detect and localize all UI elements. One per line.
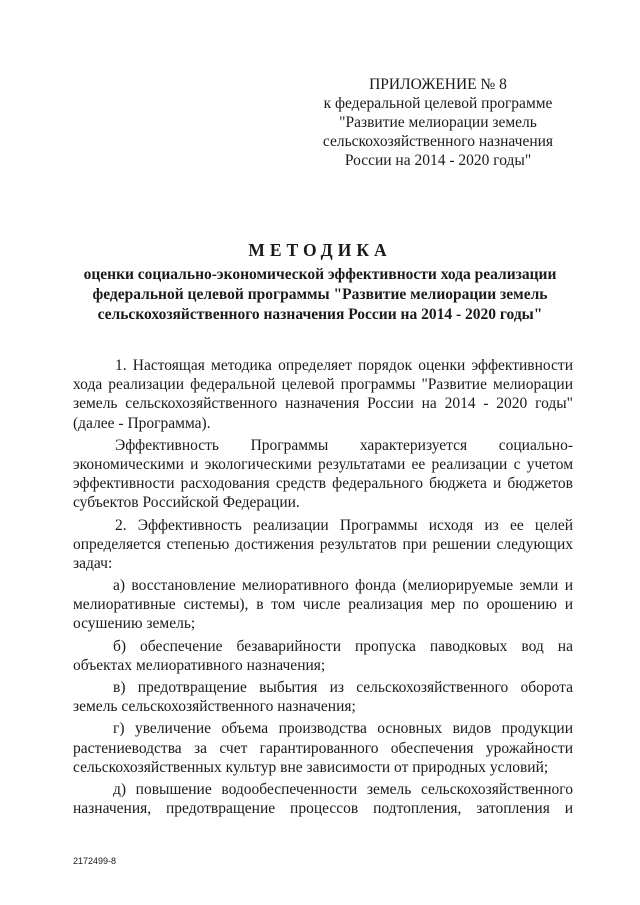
subtitle-line: сельскохозяйственного назначения России на 2014 - 2020 годы" bbox=[97, 306, 543, 323]
list-item-g bbox=[73, 719, 573, 777]
list-item-a bbox=[73, 576, 573, 634]
appendix-line: России на 2014 - 2020 годы" bbox=[344, 152, 532, 169]
list-item-b bbox=[73, 637, 573, 675]
appendix-line: к федеральной целевой программе bbox=[323, 95, 553, 112]
appendix-line: "Развитие мелиорации земель bbox=[339, 114, 537, 131]
text-line: мелиоративные системы), в том числе реализация мер по орошению и bbox=[73, 596, 573, 614]
text-line: д) повышение водообеспеченности земель сельскохозяйственного bbox=[113, 780, 573, 798]
text-line: хода реализации федеральной целевой программы "Развитие мелиорации bbox=[73, 376, 573, 394]
subtitle-line: федеральной целевой программы "Развитие мелиорации земель bbox=[92, 286, 548, 303]
text-line: объектах мелиоративного назначения; bbox=[73, 656, 326, 674]
text-line: задач: bbox=[73, 554, 113, 572]
text-line: земель сельскохозяйственного назначения России на 2014 - 2020 годы" bbox=[73, 395, 573, 413]
text-line: (далее - Программа). bbox=[73, 414, 211, 432]
paragraph-efficiency bbox=[73, 436, 573, 513]
page-footer-code: 2172499-8 bbox=[73, 856, 117, 866]
text-line: 2. Эффективность реализации Программы исходя из ее целей bbox=[115, 516, 573, 534]
text-line: эффективности расходования средств федерального бюджета и бюджетов bbox=[73, 475, 573, 493]
text-line: назначения, предотвращение процессов подтопления, затопления и bbox=[73, 800, 573, 818]
text-line: осушению земель; bbox=[73, 615, 196, 633]
appendix-line: сельскохозяйственного назначения bbox=[322, 133, 554, 150]
text-line: а) восстановление мелиоративного фонда (мелиорируемые земли и bbox=[113, 577, 573, 595]
appendix-header bbox=[268, 75, 608, 170]
subtitle-line: оценки социально-экономической эффективности хода реализации bbox=[83, 266, 557, 283]
document-title: МЕТОДИКА bbox=[248, 240, 392, 260]
text-line: сельскохозяйственных культур вне зависимости от природных условий; bbox=[73, 758, 549, 776]
appendix-line: ПРИЛОЖЕНИЕ № 8 bbox=[369, 76, 507, 93]
document-body bbox=[73, 356, 573, 818]
text-line: растениеводства за счет гарантированного обеспечения урожайности bbox=[73, 739, 573, 757]
text-line: Эффективность Программы характеризуется социально- bbox=[115, 436, 573, 454]
text-line: г) увеличение объема производства основных видов продукции bbox=[113, 720, 573, 738]
text-line: субъектов Российской Федерации. bbox=[73, 494, 300, 512]
text-line: в) предотвращение выбытия из сельскохозяйственного оборота bbox=[113, 679, 573, 696]
document-subtitle bbox=[40, 265, 600, 325]
text-line: б) обеспечение безаварийности пропуска паводковых вод на bbox=[113, 637, 573, 655]
text-line: 1. Настоящая методика определяет порядок оценки эффективности bbox=[115, 357, 573, 374]
list-item-v bbox=[73, 678, 573, 716]
paragraph-2 bbox=[73, 516, 573, 574]
list-item-d bbox=[73, 780, 573, 818]
text-line: земель сельскохозяйственного назначения; bbox=[73, 698, 356, 716]
paragraph-1 bbox=[73, 356, 573, 433]
text-line: определяется степенью достижения результатов при решении следующих bbox=[73, 535, 573, 553]
text-line: экономическими и экологическими результатами ее реализации с учетом bbox=[73, 455, 573, 473]
